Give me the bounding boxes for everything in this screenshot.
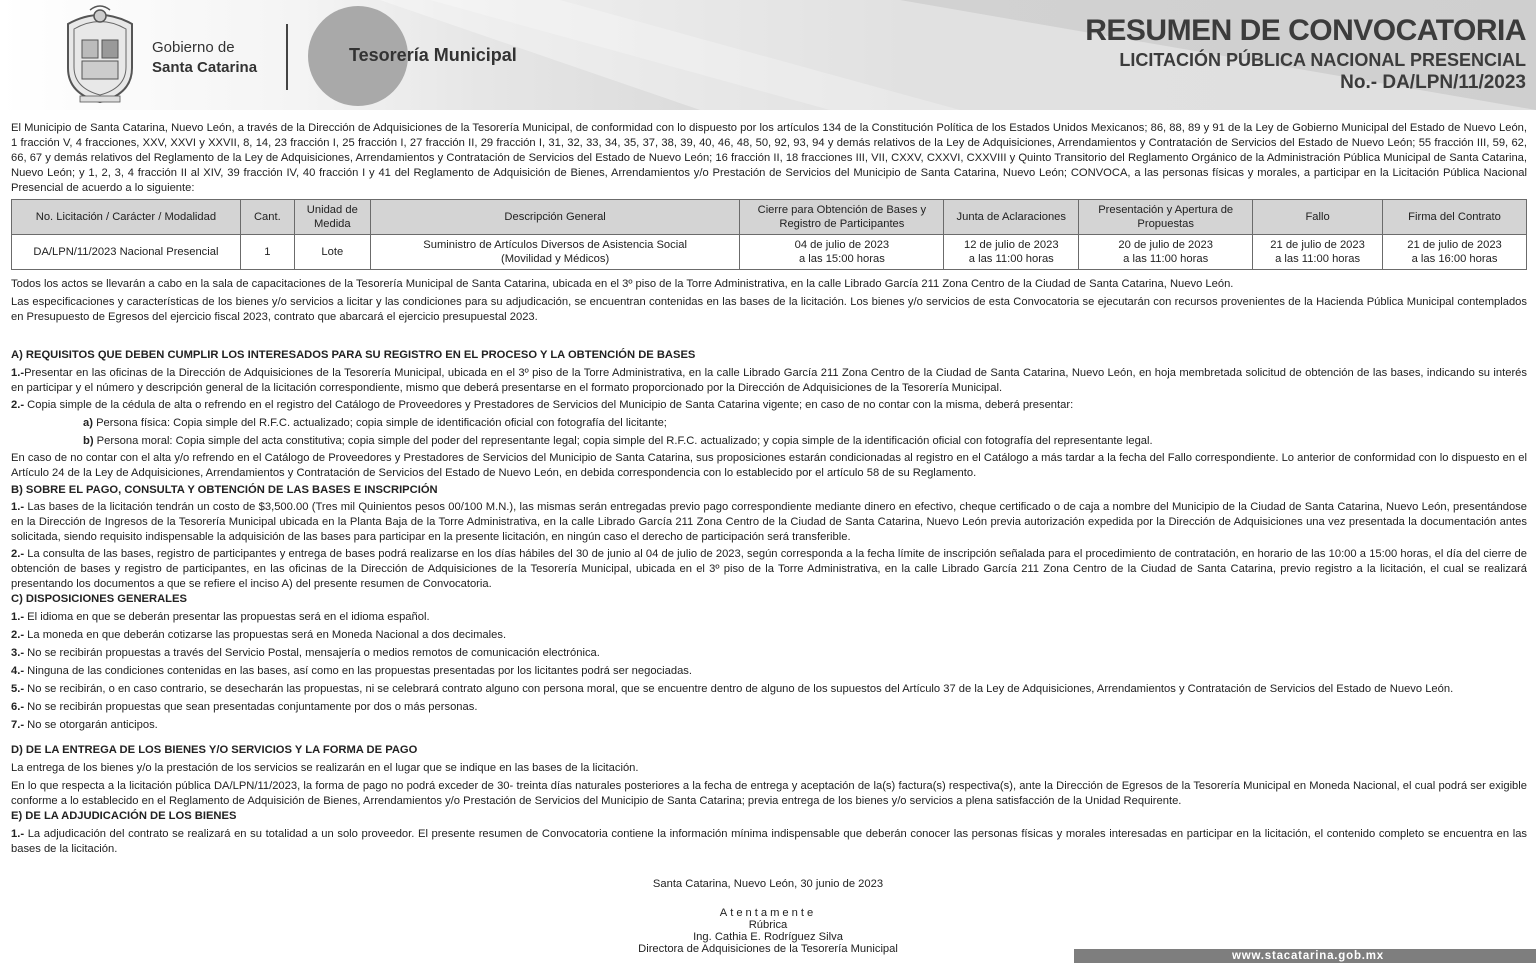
subitem-label: b)	[83, 435, 94, 447]
presentacion-time: a las 11:00 horas	[1123, 253, 1209, 265]
section-c-title: C) DISPOSICIONES GENERALES	[11, 593, 187, 605]
government-name	[152, 38, 257, 78]
item-text: No se recibirán, o en caso contrario, se desecharán las propuestas, ni se celebrará contrato alguno con persona moral, que se encuentre dentro de alguno de los supuestos del Artículo 37 de la Ley de Adquisiciones, Arrendamientos y Contratación de Servicios del Estado de Nuevo León.	[27, 683, 1454, 695]
section-e-title: E) DE LA ADJUDICACIÓN DE LOS BIENES	[11, 810, 237, 822]
signer-position: Directora de Adquisiciones de la Tesorería Municipal	[638, 943, 898, 955]
tender-number: No.- DA/LPN/11/2023	[1340, 72, 1526, 93]
column-header: Junta de Aclaraciones	[944, 200, 1079, 235]
item-number: 4.-	[11, 665, 25, 677]
item-number: 3.-	[11, 647, 25, 659]
signature-block	[600, 878, 936, 955]
website-link[interactable]: www.stacatarina.gob.mx	[1231, 950, 1384, 962]
column-header: Firma del Contrato	[1383, 200, 1527, 235]
descripcion-line-1: Suministro de Artículos Diversos de Asistencia Social	[423, 239, 687, 251]
cell-descripcion	[370, 235, 740, 270]
section-b-title: B) SOBRE EL PAGO, CONSULTA Y OBTENCIÓN DE LAS BASES E INSCRIPCIÓN	[11, 484, 438, 496]
section-a-title: A) REQUISITOS QUE DEBEN CUMPLIR LOS INTERESADOS PARA SU REGISTRO EN EL PROCESO Y LA OBTENCIÓN DE BASES	[11, 349, 696, 361]
section-d-title: D) DE LA ENTREGA DE LOS BIENES Y/O SERVICIOS Y LA FORMA DE PAGO	[11, 744, 418, 756]
cierre-time: a las 15:00 horas	[798, 253, 885, 265]
column-header: Cant.	[240, 200, 294, 235]
fallo-date: 21 de julio de 2023	[1270, 239, 1365, 251]
cell-unidad: Lote	[294, 235, 370, 270]
page-subtitle: LICITACIÓN PÚBLICA NACIONAL PRESENCIAL	[1119, 50, 1526, 70]
item-text: Presentar en las oficinas de la Dirección de Adquisiciones de la Tesorería Municipal, ubicada en el 3º piso de la Torre Administrativa, en la calle Librado García 211 Zona Centro de la Ciudad de Santa Catarina, Nuevo León, en hoja membretada solicitud de obtención de las bases, indicando su interés en participar y el número y descripción general de la licitación correspondiente, mismo que deberá presentarse en el formato proporcionado por la Dirección de Adquisiciones de la Tesorería Municipal.	[11, 367, 1527, 394]
item-number: 2.-	[11, 399, 25, 411]
subitem-text: Persona moral: Copia simple del acta constitutiva; copia simple del poder del representante legal; copia simple del R.F.C. actualizado; y copia simple de la identificación oficial con fotografía del representante legal.	[96, 435, 1153, 447]
section-d-paragraph: La entrega de los bienes y/o la prestación de los servicios se realizarán en el lugar que se indique en las bases de la licitación.	[11, 762, 639, 774]
subitem-text: Persona física: Copia simple del R.F.C. actualizado; copia simple de identificación oficial con fotografía del licitante;	[96, 417, 667, 429]
place-date: Santa Catarina, Nuevo León, 30 junio de 2023	[652, 878, 884, 890]
atentamente: Atentamente	[719, 907, 817, 919]
firma-time: a las 16:00 horas	[1411, 253, 1498, 265]
item-number: 1.-	[11, 828, 25, 840]
section-c-item	[11, 646, 1527, 661]
table-header-row	[12, 200, 1527, 235]
header-banner	[0, 0, 1536, 110]
item-number: 2.-	[11, 548, 25, 560]
item-text: El idioma en que se deberán presentar las propuestas será en el idioma español.	[27, 611, 430, 623]
rubrica: Rúbrica	[748, 919, 788, 931]
section-a-subitem	[11, 416, 1527, 431]
section-d-paragraph: En lo que respecta a la licitación pública DA/LPN/11/2023, la forma de pago no podrá exceder de 30- treinta días naturales posteriores a la fecha de entrega y aceptación de la(s) factura(s) respectiva(s), ante la Dirección de Egresos de la Tesorería Municipal en Moneda Nacional, el cual podrá ser exigible conforme a lo establecido en el Reglamento de Adquisición de Bienes, Arrendamientos y/o Prestación de Servicios del Municipio de Santa Catarina; previa entrega de los bienes y/o servicios a plena satisfacción de la Unidad Requirente.	[11, 780, 1527, 807]
section-c-item	[11, 628, 1527, 643]
item-text: La adjudicación del contrato se realizará en su totalidad a un solo proveedor. El presente resumen de Convocatoria contiene la información mínima indispensable que deberán conocer las personas físicas y morales interesadas en participar en la licitación, el contenido completo se encuentra en las bases de la licitación.	[11, 828, 1528, 855]
item-text: No se otorgarán anticipos.	[27, 719, 158, 731]
item-text: La consulta de las bases, registro de participantes y entrega de bases podrá realizarse en los días hábiles del 30 de junio al 04 de julio de 2023, según corresponda a la fecha límite de inscripción señalada para el procedimiento de contratación, en horario de las 10:00 a 15:00 horas, el día del cierre de obtención de bases y registro de participantes, en las oficinas de la Dirección de Adquisiciones de la Tesorería Municipal, ubicada en el 3º piso de la Torre Administrativa, en la calle Librado García 211 Zona Centro de la Ciudad de Santa Catarina, previo registro a la licitación, el cual se realizará presentando los documentos a que se refiere el inciso A) del presente resumen de Convocatoria.	[11, 548, 1527, 590]
column-header: Descripción General	[370, 200, 740, 235]
junta-date: 12 de julio de 2023	[963, 239, 1059, 251]
item-text: Las bases de la licitación tendrán un costo de $3,500.00 (Tres mil Quinientos pesos 00/100 M.N.), las mismas serán entregadas previo pago correspondiente mediante dinero en efectivo, cheque certificado o de caja a nombre del Municipio de la Ciudad de Santa Catarina, Nuevo León, presentándose en la Dirección de Ingresos de la Tesorería Municipal ubicada en la Planta Baja de la Torre Administrativa, en la calle Librado García 211 Zona Centro de la Ciudad de Santa Catarina, Nuevo León previa autorización expedida por la Dirección de Adquisiciones una vez presentada la documentación antes solicitada, siendo requisito indispensable la adquisición de las bases para participar en la presente licitación, en ningún caso el derecho de participación será transferible.	[11, 501, 1528, 543]
item-number: 1.-	[11, 501, 25, 513]
section-a-item	[11, 398, 1527, 413]
section-c-item	[11, 610, 1527, 625]
cell-fallo	[1253, 235, 1383, 270]
cell-cierre	[740, 235, 944, 270]
section-c-item	[11, 718, 1527, 733]
item-text: Copia simple de la cédula de alta o refrendo en el registro del Catálogo de Proveedores y Prestadores de Servicios del Municipio de Santa Catarina vigente; en caso de no contar con la misma, deberá presentar:	[27, 399, 1074, 411]
fallo-time: a las 11:00 horas	[1275, 253, 1361, 265]
intro-paragraph: El Municipio de Santa Catarina, Nuevo León, a través de la Dirección de Adquisiciones de la Tesorería Municipal, de conformidad con lo dispuesto por los artículos 134 de la Constitución Política de los Estados Unidos Mexicanos; 86, 88, 89 y 91 de la Ley de Gobierno Municipal del Estado de Nuevo León, 1 fracción V, 4 fracciones, XXV, XXVI y XXVII, 8, 14, 23 fracción I, 25 fracción I, 27 fracción II, 29 fracción I, 31, 32, 33, 34, 35, 37, 38, 39, 40, 46, 48, 50, 92, 93, 94 y demás relativos de la Ley de Adquisiciones, Arrendamientos y Contratación de Servicios del Estado de Nuevo León; 55 fracción III, 59, 62, 66, 67 y demás relativos del Reglamento de la Ley de Adquisiciones, Arrendamientos y Contratación de Servicios del Estado de Nuevo León; 16 fracción II, 18 fracciones III, VII, CXXV, CXXVI, CXXVIII y Quinto Transitorio del Reglamento Orgánico de la Administración Pública Municipal de Santa Catarina, Nuevo León; y 1, 2, 3, 4 fracción II al XIV, 39 fracción IV, 40 fracción I y 41 del Reglamento de Adquisición de Bienes, Arrendamientos y/o Prestación de Servicios del Municipio de Santa Catarina, Nuevo León; CONVOCA, a las personas físicas y morales, a participar en la Licitación Pública Nacional Presencial de acuerdo a lo siguiente:	[11, 122, 1527, 194]
page-title: RESUMEN DE CONVOCATORIA	[1085, 14, 1526, 47]
item-number: 1.-	[11, 611, 25, 623]
item-text: No se recibirán propuestas que sean presentadas conjuntamente por dos o más personas.	[27, 701, 478, 713]
descripcion-line-2: (Movilidad y Médicos)	[501, 253, 610, 265]
cell-presentacion	[1079, 235, 1253, 270]
presentacion-date: 20 de julio de 2023	[1118, 239, 1213, 251]
section-a-subitem	[11, 434, 1527, 449]
column-header: Presentación y Apertura de Propuestas	[1079, 200, 1253, 235]
section-c-item	[11, 664, 1527, 679]
cell-firma	[1383, 235, 1527, 270]
item-number: 5.-	[11, 683, 25, 695]
gov-line-1: Gobierno de	[152, 39, 235, 56]
column-header: Unidad de Medida	[294, 200, 370, 235]
municipal-seal-icon	[60, 2, 140, 106]
subitem-label: a)	[83, 417, 93, 429]
section-c-item	[11, 682, 1527, 697]
department-name: Tesorería Municipal	[349, 45, 517, 65]
section-c-item	[11, 700, 1527, 715]
item-number: 7.-	[11, 719, 25, 731]
signer-name: Ing. Cathia E. Rodríguez Silva	[693, 931, 843, 943]
section-b-item	[11, 500, 1527, 545]
cell-junta	[944, 235, 1079, 270]
column-header: No. Licitación / Carácter / Modalidad	[12, 200, 241, 235]
item-number: 6.-	[11, 701, 25, 713]
firma-date: 21 de julio de 2023	[1407, 239, 1502, 251]
general-paragraph: Todos los actos se llevarán a cabo en la sala de capacitaciones de la Tesorería Municipal de Santa Catarina, ubicada en el 3º piso de la Torre Administrativa, en la calle Librado García 211 Zona Centro de la Ciudad de Santa Catarina, Nuevo León.	[11, 278, 1234, 290]
section-b-item	[11, 547, 1527, 592]
item-text: Ninguna de las condiciones contenidas en las bases, así como en las propuestas presentadas por los licitantes podrá ser negociadas.	[27, 665, 692, 677]
website-bar	[1074, 949, 1536, 963]
cierre-date: 04 de julio de 2023	[794, 239, 890, 251]
table-row	[12, 235, 1527, 270]
item-text: No se recibirán propuestas a través del Servicio Postal, mensajería o medios remotos de comunicación electrónica.	[27, 647, 600, 659]
tender-table	[11, 199, 1527, 270]
column-header: Cierre para Obtención de Bases y Registro de Participantes	[740, 200, 944, 235]
header-divider	[286, 24, 288, 90]
column-header: Fallo	[1253, 200, 1383, 235]
item-number: 2.-	[11, 629, 25, 641]
gov-line-2: Santa Catarina	[152, 59, 258, 76]
section-a-note: En caso de no contar con el alta y/o refrendo en el Catálogo de Proveedores y Prestadores de Servicios del Municipio de Santa Catarina, sus proposiciones estarán condicionadas al registro en el Catálogo a más tardar a la fecha del Fallo correspondiente. Lo anterior de conformidad con lo dispuesto en el Artículo 24 de la Ley de Adquisiciones, Arrendamientos y Contratación de Servicios del Estado de Nuevo León, en debida correspondencia con lo establecido por el artículo 58 de su Reglamento.	[11, 452, 1527, 479]
cell-cantidad: 1	[240, 235, 294, 270]
section-e-item	[11, 827, 1527, 857]
section-a-item	[11, 366, 1527, 396]
item-number: 1.-	[11, 367, 25, 379]
cell-licitacion: DA/LPN/11/2023 Nacional Presencial	[12, 235, 241, 270]
junta-time: a las 11:00 horas	[968, 253, 1054, 265]
item-text: La moneda en que deberán cotizarse las propuestas será en Moneda Nacional a dos decimales.	[27, 629, 507, 641]
general-paragraph: Las especificaciones y características de los bienes y/o servicios a licitar y las condiciones para su adjudicación, se encuentran contenidas en las bases de la licitación. Los bienes y/o servicios de esta Convocatoria se ejecutarán con recursos provenientes de la Hacienda Pública Municipal contemplados en Presupuesto de Egresos del ejercicio fiscal 2023, contrato que abarcará el ejercicio presupuestal 2023.	[11, 296, 1527, 323]
document-body	[11, 121, 1527, 857]
